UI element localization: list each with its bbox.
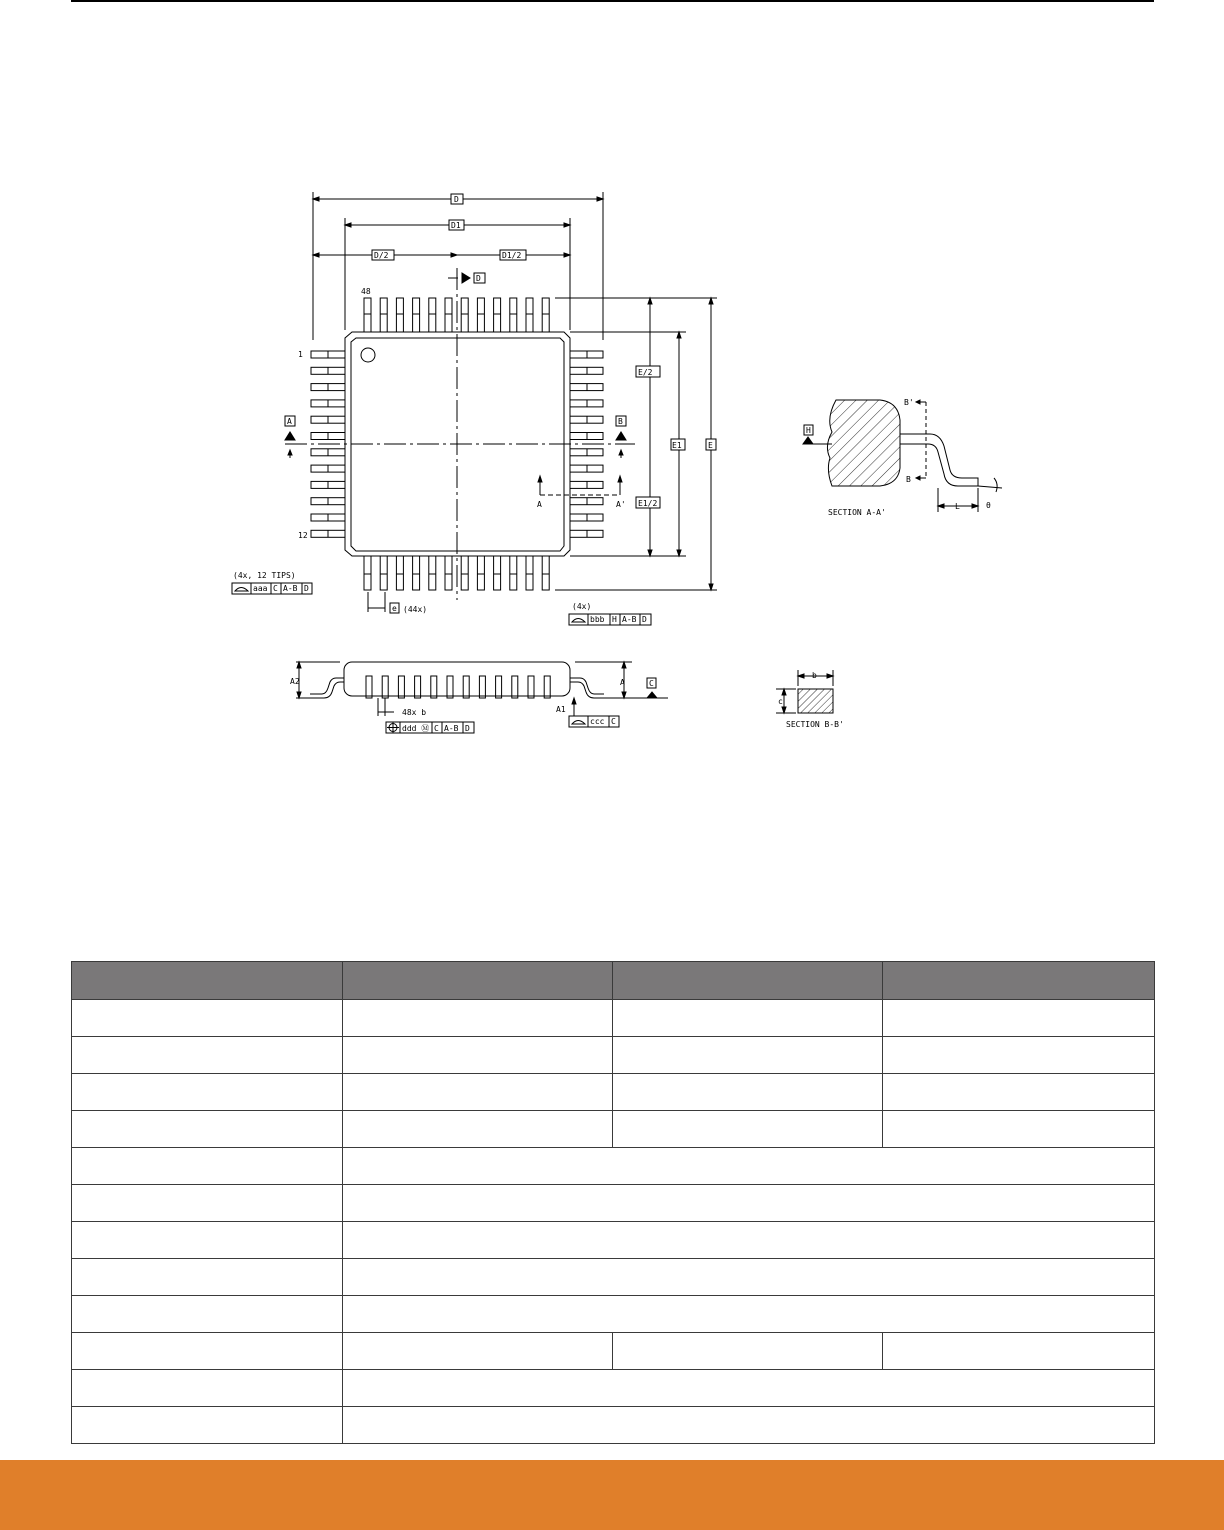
dim-e-label: E	[708, 441, 713, 450]
lead-bottom	[396, 556, 403, 590]
dim-a-label: A	[620, 678, 625, 687]
lead-bottom	[477, 556, 484, 590]
table-cell	[343, 1296, 1155, 1333]
datum-d-label: D	[476, 274, 481, 283]
lead-top	[364, 298, 371, 332]
table-cell	[72, 1111, 343, 1148]
table-row	[72, 1370, 1155, 1407]
table-cell	[343, 1222, 1155, 1259]
lead-top	[510, 298, 517, 332]
lead-bottom	[429, 556, 436, 590]
datum-a-label: A	[287, 417, 292, 426]
fcf-ccc-datum: C	[611, 717, 616, 726]
dim-b-label: b	[812, 671, 817, 680]
lead-bottom	[494, 556, 501, 590]
lead-bottom	[364, 556, 371, 590]
lead-top	[413, 298, 420, 332]
lead-top	[477, 298, 484, 332]
table-row	[72, 1037, 1155, 1074]
table-row	[72, 1185, 1155, 1222]
lead-top	[494, 298, 501, 332]
dim-e1-label: E1	[672, 441, 682, 450]
table-cell	[72, 1333, 343, 1370]
table-cell	[343, 1148, 1155, 1185]
table-cell	[613, 1037, 883, 1074]
dim-c-label: c	[778, 697, 783, 706]
table-cell	[343, 1333, 613, 1370]
dim-e1-half-label: E1/2	[638, 499, 658, 508]
section-mark-b-prime: B'	[904, 398, 914, 407]
table-cell	[72, 1296, 343, 1333]
fcf-ddd-datum2: A-B	[444, 724, 459, 733]
table-header-cell	[343, 962, 613, 1000]
table-cell	[343, 1000, 613, 1037]
fcf-bbb-datum2: A-B	[622, 615, 637, 624]
table-cell	[883, 1000, 1155, 1037]
datum-h-label: H	[806, 426, 811, 435]
dim-d1-half-label: D1/2	[502, 251, 522, 260]
lead-side	[382, 676, 388, 698]
table-cell	[72, 1000, 343, 1037]
table-header-cell	[883, 962, 1155, 1000]
table-row	[72, 1333, 1155, 1370]
lead-top	[380, 298, 387, 332]
pin-12-label: 12	[298, 531, 308, 540]
table-cell	[72, 1074, 343, 1111]
fcf-bbb-tol: bbb	[590, 615, 605, 624]
table-cell	[72, 1185, 343, 1222]
section-bb-caption: SECTION B-B'	[786, 720, 844, 729]
table-cell	[72, 1407, 343, 1444]
table-cell	[343, 1111, 613, 1148]
table-cell	[72, 1222, 343, 1259]
table-row	[72, 1259, 1155, 1296]
lead-side	[447, 676, 453, 698]
lead-side	[366, 676, 372, 698]
table-row	[72, 1074, 1155, 1111]
table-cell	[883, 1333, 1155, 1370]
lead-bottom	[461, 556, 468, 590]
tips-note: (4x, 12 TIPS)	[233, 571, 296, 580]
dim-d-label: D	[454, 195, 459, 204]
table-cell	[613, 1111, 883, 1148]
fcf-aaa-datum1: C	[273, 584, 278, 593]
lead-side	[544, 676, 550, 698]
table-cell	[613, 1074, 883, 1111]
lead-top	[542, 298, 549, 332]
dim-theta-label: θ	[986, 501, 991, 510]
lead-top	[526, 298, 533, 332]
dim-a2-label: A2	[290, 677, 300, 686]
table-body	[72, 1000, 1155, 1444]
table-cell	[613, 1333, 883, 1370]
table-cell	[72, 1148, 343, 1185]
section-mark-a: A	[537, 500, 542, 509]
table-row	[72, 1000, 1155, 1037]
lead-side	[431, 676, 437, 698]
lead-bottom	[445, 556, 452, 590]
lead-bottom	[380, 556, 387, 590]
lead-bottom	[542, 556, 549, 590]
fcf-aaa-tol: aaa	[253, 584, 268, 593]
fcf-ddd-tol: ddd Ⓜ	[402, 724, 430, 733]
table-cell	[883, 1074, 1155, 1111]
dim-e-half-label: E/2	[638, 368, 653, 377]
lead-top	[445, 298, 452, 332]
lead-top	[396, 298, 403, 332]
table-row	[72, 1222, 1155, 1259]
table-cell	[72, 1259, 343, 1296]
lead-side	[496, 676, 502, 698]
lead-bottom	[510, 556, 517, 590]
lead-side	[512, 676, 518, 698]
table-cell	[343, 1407, 1155, 1444]
table-cell	[72, 1037, 343, 1074]
lead-side	[463, 676, 469, 698]
section-mark-a-prime: A'	[616, 500, 626, 509]
table-cell	[883, 1037, 1155, 1074]
section-mark-b: B	[906, 475, 911, 484]
four-x-note: (4x)	[572, 602, 592, 611]
fcf-bbb-datum1: H	[612, 615, 617, 624]
dim-d1-label: D1	[451, 221, 461, 230]
table-header-row	[72, 962, 1155, 1000]
table-cell	[343, 1370, 1155, 1407]
fcf-bbb-datum3: D	[642, 615, 647, 624]
table-row	[72, 1148, 1155, 1185]
table-cell	[72, 1370, 343, 1407]
dimension-table	[71, 961, 1155, 1444]
table-cell	[883, 1111, 1155, 1148]
lead-bottom	[526, 556, 533, 590]
dim-d-half-label: D/2	[374, 251, 389, 260]
lead-count-note: 48x b	[402, 708, 427, 717]
pitch-count-note: (44x)	[403, 605, 428, 614]
footer-bar	[0, 1460, 1224, 1530]
fcf-aaa-datum3: D	[304, 584, 309, 593]
lead-bottom	[413, 556, 420, 590]
datum-c-label: C	[649, 679, 654, 688]
lead-side	[479, 676, 485, 698]
table-row	[72, 1296, 1155, 1333]
pitch-e-label: e	[392, 604, 397, 613]
table-cell	[343, 1259, 1155, 1296]
table-cell	[613, 1000, 883, 1037]
pin-48-label: 48	[361, 287, 371, 296]
table-cell	[343, 1185, 1155, 1222]
pin-1-label: 1	[298, 350, 303, 359]
table-header-cell	[72, 962, 343, 1000]
table-row	[72, 1407, 1155, 1444]
leads-side	[366, 676, 550, 698]
table-cell	[343, 1037, 613, 1074]
fcf-ddd-datum1: C	[434, 724, 439, 733]
datum-b-label: B	[618, 417, 623, 426]
dim-l-label: L	[955, 502, 960, 511]
dim-a1-label: A1	[556, 705, 566, 714]
table-cell	[343, 1074, 613, 1111]
table-row	[72, 1111, 1155, 1148]
fcf-ccc-tol: ccc	[590, 717, 605, 726]
fcf-ddd-datum3: D	[465, 724, 470, 733]
section-aa-caption: SECTION A-A'	[828, 508, 886, 517]
lead-side	[398, 676, 404, 698]
lead-side	[528, 676, 534, 698]
fcf-aaa-datum2: A-B	[283, 584, 298, 593]
lead-top	[461, 298, 468, 332]
table-header-cell	[613, 962, 883, 1000]
lead-side	[415, 676, 421, 698]
lead-top	[429, 298, 436, 332]
